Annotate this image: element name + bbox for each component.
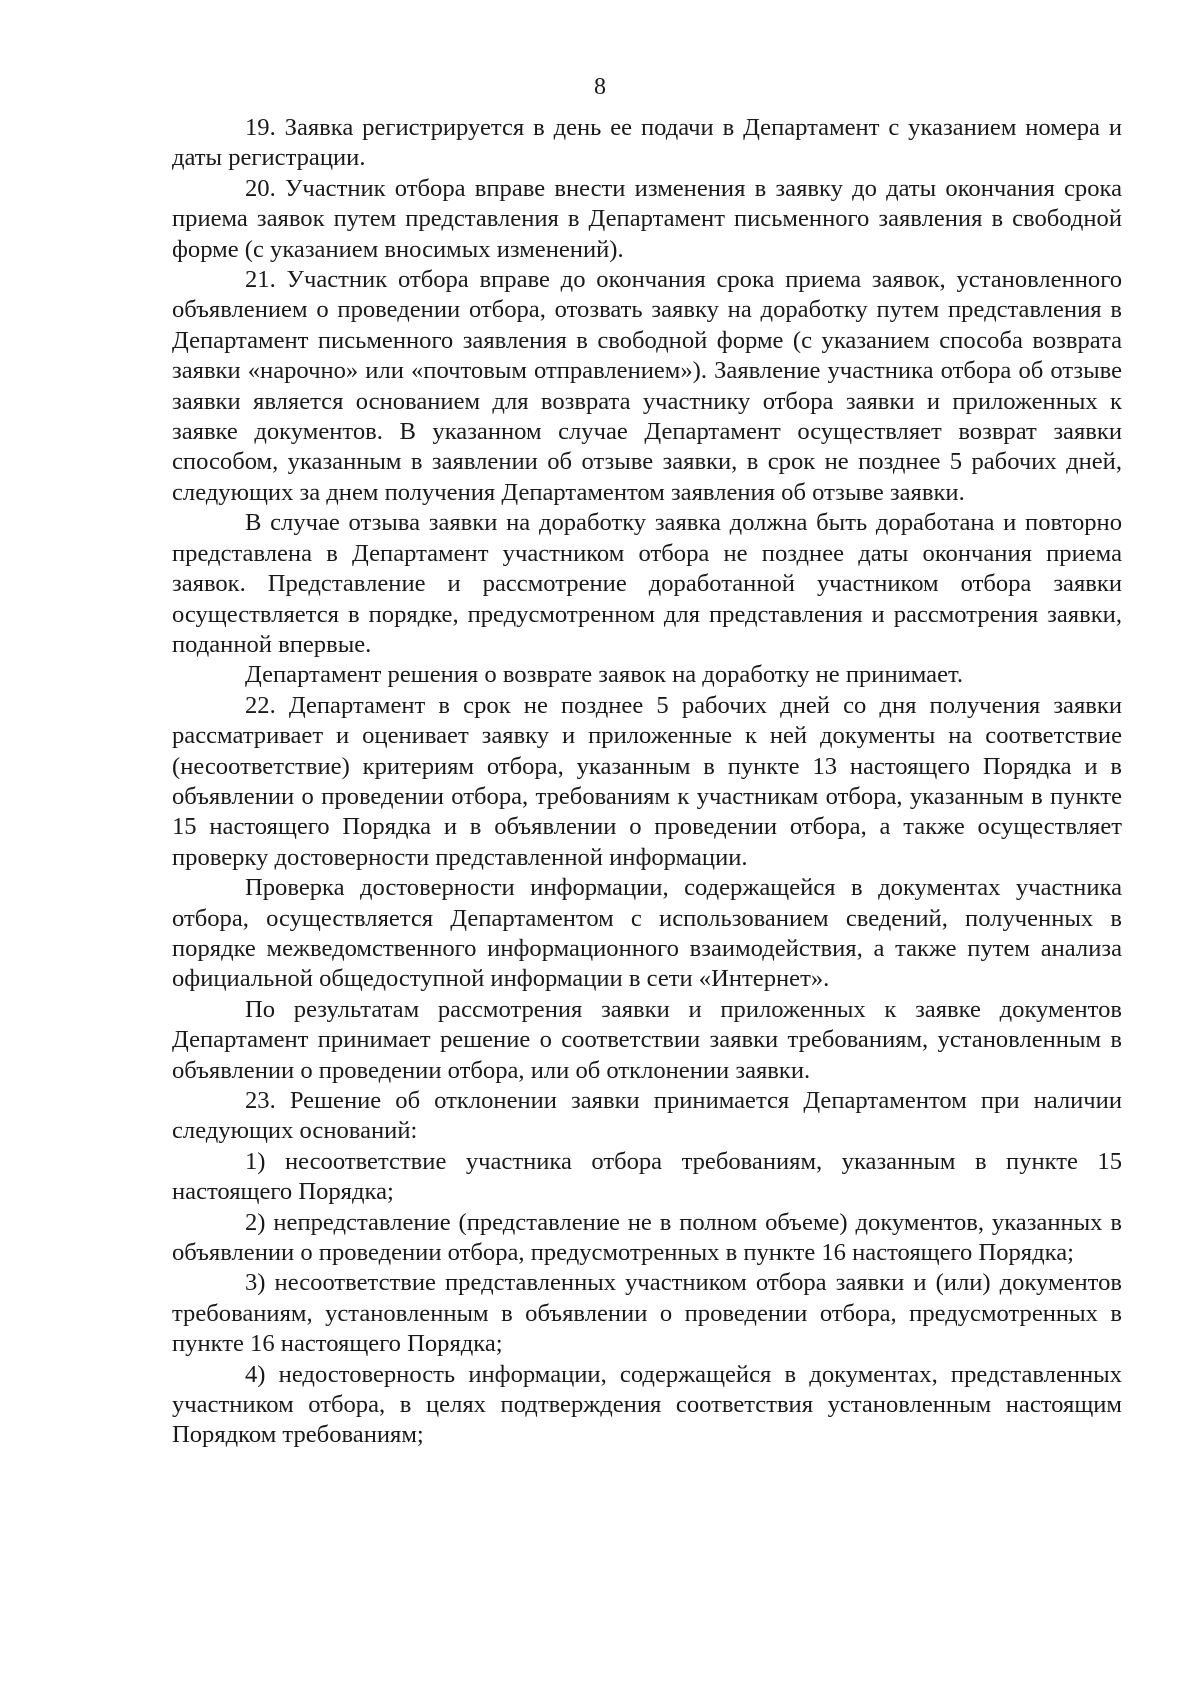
paragraph-23-item-1: 1) несоответствие участника отбора требованиям, указанным в пункте 15 настоящего Порядка; (172, 1147, 1122, 1206)
paragraph-23-item-2: 2) непредставление (представление не в полном объеме) документов, указанных в объявлении о проведении отбора, предусмотренных в пункте 16 настоящего Порядка; (172, 1208, 1122, 1267)
paragraph-21-no-return: Департамент решения о возврате заявок на доработку не принимает. (245, 661, 964, 689)
paragraph-23-item-4: 4) недостоверность информации, содержащейся в документах, представленных участником отбора, в целях подтверждения соответствия установленным настоящим Порядком требованиям; (172, 1360, 1122, 1449)
paragraph-19: 19. Заявка регистрируется в день ее подачи в Департамент с указанием номера и даты регистрации. (172, 114, 1122, 172)
paragraph-23: 23. Решение об отклонении заявки принимается Департаментом при наличии следующих оснований: (172, 1087, 1122, 1145)
document-body (172, 113, 1122, 1451)
paragraph-21: 21. Участник отбора вправе до окончания срока приема заявок, установленного объявлением о проведении отбора, отозвать заявку на доработку путем представления в Департамент письменного заявления в свободной форме (с указанием способа возврата заявки «нарочно» или «почтовым отправлением»). Заявление участника отбора об отзыве заявки является основанием для возврата участнику отбора заявки и приложенных к заявке документов. В указанном случае Департамент осуществляет возврат заявки способом, указанным в заявлении об отзыве заявки, в срок не позднее 5 рабочих дней, следующих за днем получения Департаментом заявления об отзыве заявки. (172, 266, 1122, 506)
page-number: 8 (594, 74, 606, 100)
paragraph-22-decision: По результатам рассмотрения заявки и приложенных к заявке документов Департамент принимает решение о соответствии заявки требованиям, установленным в объявлении о проведении отбора, или об отклонении заявки. (172, 995, 1122, 1084)
paragraph-22: 22. Департамент в срок не позднее 5 рабочих дней со дня получения заявки рассматривает и оценивает заявку и приложенные к ней документы на соответствие (несоответствие) критериям отбора, указанным в пункте 13 настоящего Порядка и в объявлении о проведении отбора, требованиям к участникам отбора, указанным в пункте 15 настоящего Порядка и в объявлении о проведении отбора, а также осуществляет проверку достоверности представленной информации. (172, 691, 1122, 871)
paragraph-20: 20. Участник отбора вправе внести изменения в заявку до даты окончания срока приема заявок путем представления в Департамент письменного заявления в свободной форме (с указанием вносимых изменений). (172, 174, 1122, 263)
paragraph-21-recall: В случае отзыва заявки на доработку заявка должна быть доработана и повторно представлена в Департамент участником отбора не позднее даты окончания приема заявок. Представление и рассмотрение доработанной участником отбора заявки осуществляется в порядке, предусмотренном для представления и рассмотрения заявки, поданной впервые. (172, 509, 1122, 658)
paragraph-22-verification: Проверка достоверности информации, содержащейся в документах участника отбора, осуществляется Департаментом с использованием сведений, полученных в порядке межведомственного информационного взаимодействия, а также путем анализа официальной общедоступной информации в сети «Интернет». (172, 874, 1122, 993)
paragraph-23-item-3: 3) несоответствие представленных участником отбора заявки и (или) документов требованиям, установленным в объявлении о проведении отбора, предусмотренных в пункте 16 настоящего Порядка; (172, 1269, 1122, 1358)
